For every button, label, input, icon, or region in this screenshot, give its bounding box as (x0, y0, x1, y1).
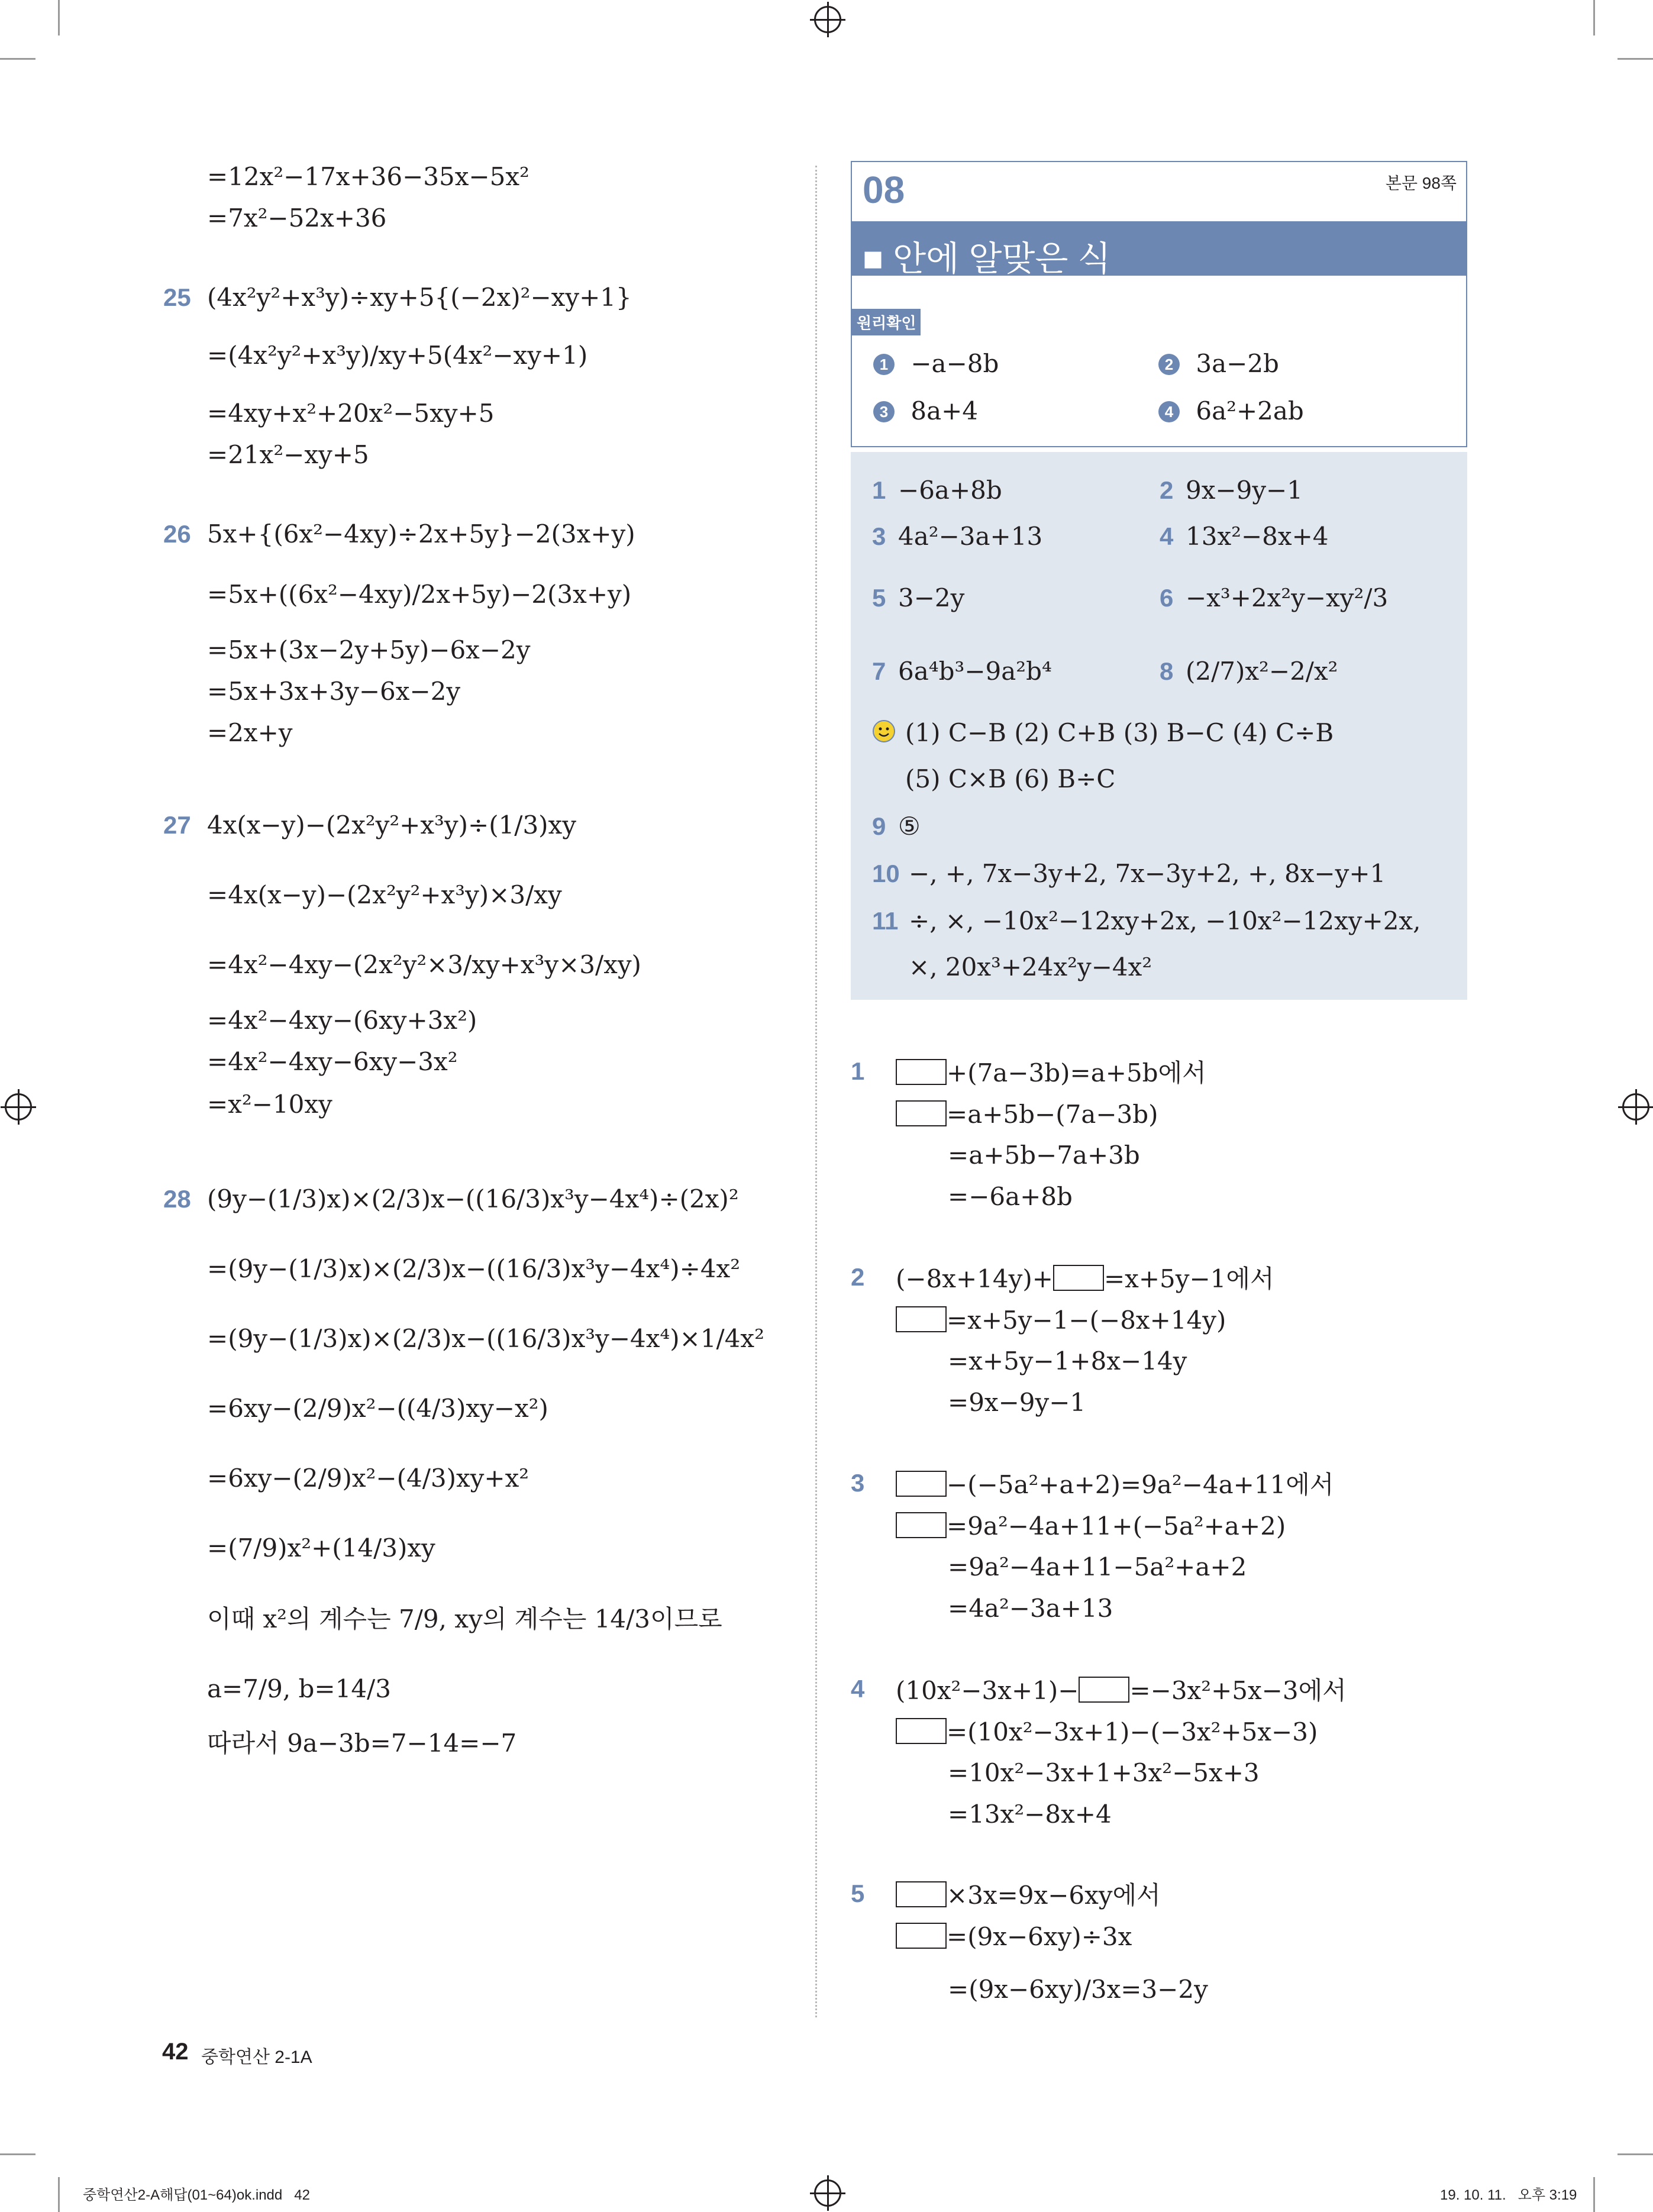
crop-mark (0, 2153, 35, 2155)
answer-value: ÷, ×, −10x²−12xy+2x, −10x²−12xy+2x, (909, 906, 1421, 935)
math-text: =a+5b−(7a−3b) (947, 1100, 1158, 1129)
answer-value: −x³+2x²y−xy²/3 (1186, 583, 1389, 612)
section-header (851, 161, 1467, 447)
math-line: =4x²−4xy−(2x²y²×3/xy+x³y×3/xy) (207, 950, 641, 979)
answer-value: −6a+8b (898, 476, 1002, 505)
registration-mark-icon (5, 1093, 32, 1120)
math-line: =5x+((6x²−4xy)/2x+5y)−2(3x+y) (207, 580, 632, 609)
principle-answer: −a−8b (911, 349, 999, 378)
page-reference: 본문 98쪽 (1385, 174, 1457, 192)
circled-number: 4 (1158, 401, 1180, 422)
blank-box (896, 1718, 947, 1744)
answer-value: 3−2y (898, 583, 965, 612)
math-line: =5x+3x+3y−6x−2y (207, 677, 461, 706)
math-line: (4x²y²+x³y)÷xy+5{(−2x)²−xy+1} (207, 283, 632, 312)
math-line: =a+5b−7a+3b (948, 1141, 1140, 1170)
blank-box (1053, 1265, 1104, 1291)
solution-number: 1 (851, 1057, 865, 1085)
math-text: =(9x−6xy)÷3x (947, 1922, 1132, 1951)
answer-value: 4a²−3a+13 (898, 522, 1043, 551)
answer-box (851, 452, 1467, 1000)
answer-number: 1 (872, 476, 886, 504)
problem-number: 27 (163, 811, 191, 839)
answer-value: 6a⁴b³−9a²b⁴ (898, 657, 1052, 686)
math-line: 이때 x²의 계수는 7/9, xy의 계수는 14/3이므로 (207, 1604, 722, 1633)
blank-box (896, 1512, 947, 1538)
blank-box (896, 1059, 947, 1085)
math-line: 5x+{(6x²−4xy)÷2x+5y}−2(3x+y) (207, 519, 635, 548)
math-line: =(9y−(1/3)x)×(2/3)x−((16/3)x³y−4x⁴)÷4x² (207, 1254, 741, 1283)
math-line (896, 1512, 1286, 1539)
math-line: =7x²−52x+36 (207, 204, 387, 232)
section-number: 08 (863, 169, 905, 211)
math-line: 4x(x−y)−(2x²y²+x³y)÷(1/3)xy (207, 810, 576, 839)
math-line: =x²−10xy (207, 1090, 332, 1119)
math-line: =4x²−4xy−6xy−3x² (207, 1047, 458, 1076)
math-line: =6xy−(2/9)x²−(4/3)xy+x² (207, 1464, 530, 1493)
answer-value: ⑤ (898, 812, 921, 841)
math-line: =−6a+8b (948, 1182, 1073, 1211)
math-line: =4x²−4xy−(6xy+3x²) (207, 1006, 477, 1035)
principle-answer: 6a²+2ab (1196, 396, 1304, 425)
circled-number: 3 (873, 401, 895, 422)
blank-box (896, 1923, 947, 1949)
answer-number: 10 (872, 860, 900, 887)
math-line: =x+5y−1+8x−14y (948, 1346, 1187, 1375)
crop-mark (1593, 0, 1595, 35)
problem-number: 26 (163, 520, 191, 548)
registration-mark-icon (814, 6, 841, 33)
section-title: ■ 안에 알맞은 식 (863, 240, 1111, 278)
principle-item (873, 396, 978, 425)
smile-answers-line: (5) C×B (6) B÷C (905, 764, 1116, 793)
math-line: =9x−9y−1 (948, 1388, 1086, 1417)
math-line (896, 1881, 1161, 1908)
math-line: (9y−(1/3)x)×(2/3)x−((16/3)x³y−4x⁴)÷(2x)² (207, 1184, 739, 1213)
solution-number: 5 (851, 1880, 865, 1907)
principle-item (1158, 396, 1304, 425)
math-line: a=7/9, b=14/3 (207, 1674, 391, 1703)
math-line (896, 1265, 1274, 1291)
math-line: =4a²−3a+13 (948, 1594, 1113, 1623)
principle-answer: 3a−2b (1196, 349, 1279, 378)
answer-value: 13x²−8x+4 (1186, 522, 1329, 551)
registration-mark-icon (1622, 1093, 1649, 1120)
math-text: =−3x²+5x−3에서 (1129, 1676, 1347, 1705)
answer-number: 11 (872, 907, 899, 935)
math-line: =4xy+x²+20x²−5xy+5 (207, 399, 495, 428)
math-text: +(7a−3b)=a+5b에서 (947, 1058, 1206, 1087)
math-line: 따라서 9a−3b=7−14=−7 (207, 1729, 517, 1758)
math-line: =(7/9)x²+(14/3)xy (207, 1533, 435, 1562)
answer-number: 4 (1160, 522, 1174, 550)
math-line (896, 1923, 1132, 1949)
blank-box (896, 1100, 947, 1126)
math-text: =(10x²−3x+1)−(−3x²+5x−3) (947, 1717, 1318, 1746)
answer-value: (2/7)x²−2/x² (1186, 657, 1338, 686)
math-line: =13x²−8x+4 (948, 1800, 1112, 1829)
answer-number: 8 (1160, 657, 1174, 685)
problem-number: 28 (163, 1185, 191, 1213)
math-line: =5x+(3x−2y+5y)−6x−2y (207, 635, 531, 664)
crop-mark (58, 2177, 60, 2212)
math-text: (−8x+14y)+ (896, 1264, 1053, 1293)
principle-item (873, 349, 999, 378)
math-text: ×3x=9x−6xy에서 (947, 1881, 1161, 1910)
answer-value: −, +, 7x−3y+2, 7x−3y+2, +, 8x−y+1 (909, 859, 1386, 888)
math-line: =6xy−(2/9)x²−((4/3)xy−x²) (207, 1394, 548, 1423)
answer-value: 9x−9y−1 (1186, 476, 1303, 505)
math-line: =4x(x−y)−(2x²y²+x³y)×3/xy (207, 880, 562, 909)
circled-number: 1 (873, 354, 895, 375)
math-line (896, 1718, 1318, 1745)
answer-number: 7 (872, 657, 886, 685)
answer-number: 6 (1160, 584, 1174, 612)
blank-box (1079, 1677, 1129, 1703)
solution-number: 2 (851, 1263, 865, 1291)
math-line: =21x²−xy+5 (207, 440, 369, 469)
math-line (896, 1471, 1334, 1497)
math-line (896, 1306, 1226, 1333)
blank-box (896, 1471, 947, 1497)
solution-number: 4 (851, 1675, 865, 1703)
circled-number: 2 (1158, 354, 1180, 375)
blank-box (896, 1881, 947, 1907)
math-line (896, 1677, 1347, 1703)
registration-mark-icon (814, 2179, 841, 2207)
answer-value-continued: ×, 20x³+24x²y−4x² (909, 952, 1152, 981)
math-line (896, 1100, 1158, 1127)
math-line: =10x²−3x+1+3x²−5x+3 (948, 1758, 1260, 1787)
column-divider (815, 166, 817, 2017)
book-title: 중학연산 2-1A (201, 2048, 312, 2067)
math-line: =12x²−17x+36−35x−5x² (207, 162, 530, 191)
answer-number: 5 (872, 584, 886, 612)
crop-mark (1593, 2177, 1595, 2212)
smile-answers-line: (1) C−B (2) C+B (3) B−C (4) C÷B (905, 718, 1334, 747)
section-title-bar (852, 221, 1466, 276)
math-line: =9a²−4a+11−5a²+a+2 (948, 1552, 1247, 1581)
answer-number: 3 (872, 522, 886, 550)
solution-number: 3 (851, 1469, 865, 1497)
math-text: =9a²−4a+11+(−5a²+a+2) (947, 1512, 1286, 1541)
math-text: (10x²−3x+1)− (896, 1676, 1079, 1705)
math-line: =2x+y (207, 718, 293, 747)
math-text: =x+5y−1에서 (1103, 1264, 1274, 1293)
answer-number: 2 (1160, 476, 1174, 504)
blank-box (896, 1306, 947, 1332)
crop-mark (1618, 58, 1653, 60)
crop-mark (0, 58, 35, 60)
answer-number: 9 (872, 812, 886, 840)
print-date: 19. 10. 11. 오후 3:19 (1440, 2187, 1577, 2203)
principle-label: 원리확인 (852, 309, 921, 335)
math-line: =(4x²y²+x³y)/xy+5(4x²−xy+1) (207, 341, 588, 370)
problem-number: 25 (163, 283, 191, 311)
crop-mark (58, 0, 60, 35)
principle-answer: 8a+4 (911, 396, 979, 425)
math-text: −(−5a²+a+2)=9a²−4a+11에서 (947, 1470, 1334, 1499)
math-line: =(9y−(1/3)x)×(2/3)x−((16/3)x³y−4x⁴)×1/4x² (207, 1324, 764, 1353)
principle-item (1158, 349, 1279, 378)
math-line (896, 1059, 1206, 1086)
math-line: =(9x−6xy)/3x=3−2y (948, 1975, 1208, 2004)
smiley-icon (872, 719, 896, 743)
page-number: 42 (162, 2039, 189, 2065)
file-info: 중학연산2-A해답(01~64)ok.indd 42 (83, 2187, 310, 2203)
math-text: =x+5y−1−(−8x+14y) (947, 1306, 1226, 1335)
crop-mark (1618, 2153, 1653, 2155)
